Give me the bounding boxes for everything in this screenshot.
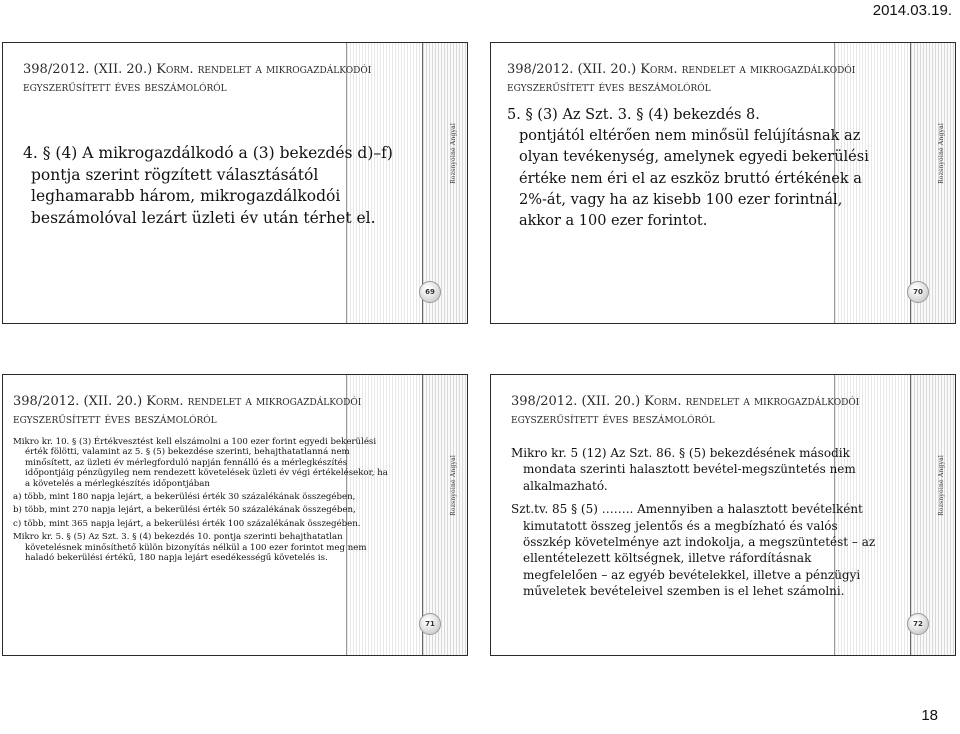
body-rest: pontjától eltérően nem minősül felújításnak az olyan tevékenység, amelynek egyedi bekerülési értéke nem éri el az eszköz bruttó értékének a 2%-át, vagy ha az kisebb 100 ezer forintnál, akkor a 100 ezer forintot. bbox=[519, 128, 869, 230]
slide-body bbox=[13, 437, 395, 563]
date-label: 2014.03.19. bbox=[872, 2, 952, 19]
body-list-item: a) több, mint 180 napja lejárt, a bekerülési érték 30 százalékának összegében, bbox=[13, 492, 356, 503]
body-paragraph: Mikro kr. 10. § (3) Értékvesztést kell elszámolni a 100 ezer forint egyedi bekerülési érték fölötti, valamint az 5. § (5) bekezdése szerinti, behajthatatlanná nem minősített, az üzleti év mérlegforduló napján fennálló és a mérlegkészítés időpontjáig pénzügyileg nem rendezett követelések üzleti év végi értékelésekor, ha a követelés a mérlegkészítés időpontjában bbox=[13, 437, 388, 489]
slide-title: 398/2012. (XII. 20.) Korm. rendelet a mikrogazdálkodói egyszerűsített éves beszámolóról bbox=[23, 62, 372, 95]
slide-71 bbox=[2, 374, 468, 656]
slide-number-badge: 71 bbox=[419, 613, 441, 635]
body-list-item: b) több, mint 270 napja lejárt, a bekerülési érték 50 százalékának összegében, bbox=[13, 505, 356, 516]
body-paragraph: Szt.tv. 85 § (5) …….. Amennyiben a halasztott bevételként kimutatott összeg jelentős és a megbízható és valós összkép követelménye azt indokolja, a megszüntetést – az ellentételezett költségnek, illetve ráfordításnak megfelelően – az egyéb bevételekkel, illetve a pénzügyi műveletek bevételeivel szemben is el lehet számolni. bbox=[511, 502, 876, 599]
body-list-item: c) több, mint 365 napja lejárt, a bekerülési érték 100 százalékának összegében. bbox=[13, 518, 361, 529]
slide-number-badge: 72 bbox=[907, 613, 929, 635]
author-label: Rozsnyóiné Angyal bbox=[450, 123, 457, 184]
slide-body: 4. § (4) A mikrogazdálkodó a (3) bekezdés d)–f) pontja szerint rögzített választásától leghamarabb három, mikrogazdálkodói beszámolóval lezárt üzleti év után térhet el. bbox=[23, 144, 393, 227]
slide-70 bbox=[490, 42, 956, 324]
slide-number-badge: 69 bbox=[419, 281, 441, 303]
author-label: Rozsnyóiné Angyal bbox=[938, 455, 945, 516]
slide-body bbox=[507, 105, 883, 232]
body-paragraph: Mikro kr. 5 (12) Az Szt. 86. § (5) bekezdésének második mondata szerinti halasztott bevétel-megszüntetés nem alkalmazható. bbox=[511, 446, 856, 493]
author-label: Rozsnyóiné Angyal bbox=[450, 455, 457, 516]
slide-69 bbox=[2, 42, 468, 324]
slide-72 bbox=[490, 374, 956, 656]
author-label: Rozsnyóiné Angyal bbox=[938, 123, 945, 184]
page-number: 18 bbox=[921, 707, 938, 724]
slide-title: 398/2012. (XII. 20.) Korm. rendelet a mikrogazdálkodói egyszerűsített éves beszámolóról bbox=[13, 394, 362, 427]
body-paragraph: Mikro kr. 5. § (5) Az Szt. 3. § (4) bekezdés 10. pontja szerinti behajthatatlan követelésnek minősíthető külön bizonyítás nélkül a 100 ezer forintot meg nem haladó bekerülési értékű, 180 napja lejárt esedékességű követelés is. bbox=[13, 532, 367, 564]
slide-number-badge: 70 bbox=[907, 281, 929, 303]
body-first-line: 5. § (3) Az Szt. 3. § (4) bekezdés 8. bbox=[507, 107, 760, 123]
slide-title: 398/2012. (XII. 20.) Korm. rendelet a mikrogazdálkodói egyszerűsített éves beszámolóról bbox=[511, 394, 860, 427]
slide-title: 398/2012. (XII. 20.) Korm. rendelet a mikrogazdálkodói egyszerűsített éves beszámolóról bbox=[507, 62, 856, 95]
slide-body bbox=[511, 445, 883, 600]
